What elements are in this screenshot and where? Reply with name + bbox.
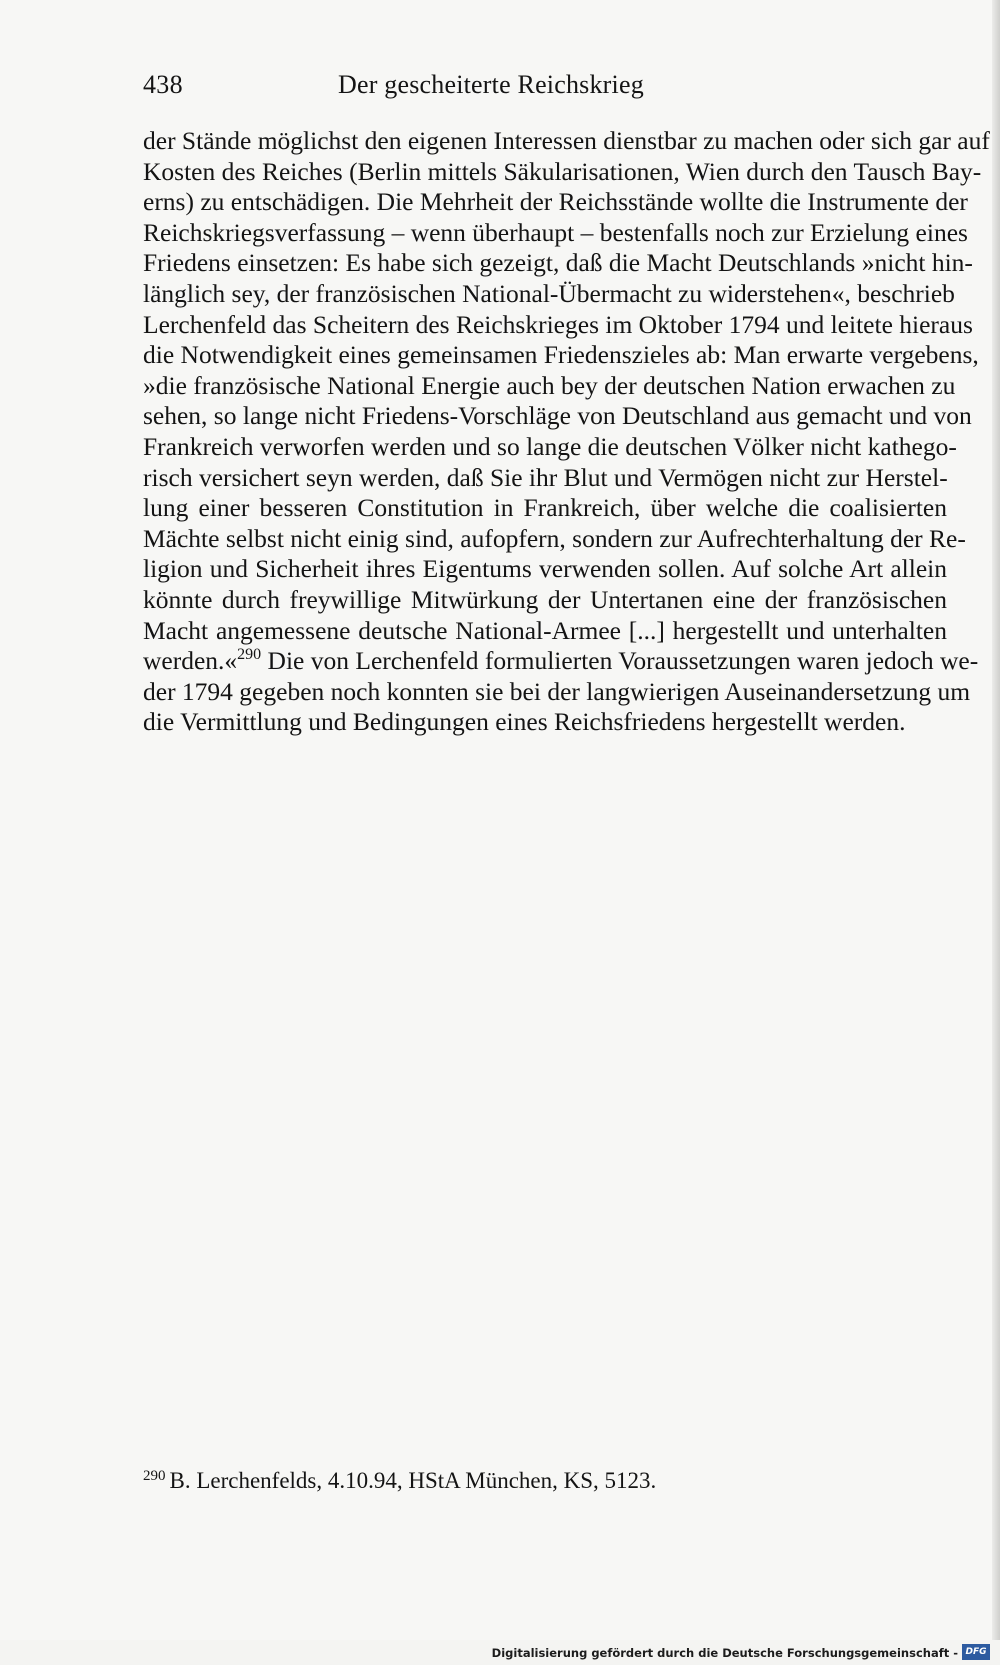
text-line: der 1794 gegeben noch konnten sie bei der langwierigen Auseinandersetzung um — [143, 676, 971, 706]
text-line: Mächte selbst nicht einig sind, aufopfern, sondern zur Aufrechterhaltung der Re- — [143, 523, 966, 553]
text-line: Reichskriegsverfassung – wenn überhaupt – bestenfalls noch zur Erzielung eines — [143, 217, 968, 247]
footnote-text: B. Lerchenfelds, 4.10.94, HStA München, KS, 5123. — [169, 1468, 657, 1493]
text-line: Kosten des Reiches (Berlin mittels Säkularisationen, Wien durch den Tausch Bay- — [143, 156, 982, 186]
page-header — [143, 70, 947, 110]
text-line: risch versichert seyn werden, daß Sie ihr Blut und Vermögen nicht zur Herstel- — [143, 462, 948, 492]
running-title: Der gescheiterte Reichskrieg — [338, 70, 644, 99]
text-line: der Stände möglichst den eigenen Interessen dienstbar zu machen oder sich gar auf — [143, 126, 990, 155]
dfg-logo: DFG — [962, 1644, 990, 1660]
text-line: lung einer besseren Constitution in Frankreich, über welche die coalisierten — [143, 493, 947, 523]
text-line: Lerchenfeld das Scheitern des Reichskrieges im Oktober 1794 und leitete hieraus — [143, 309, 973, 339]
text-line: ligion und Sicherheit ihres Eigentums verwenden sollen. Auf solche Art allein — [143, 554, 947, 584]
text-line: »die französische National Energie auch bey der deutschen Nation erwachen zu — [143, 370, 956, 400]
footnote-number: 290 — [143, 1468, 166, 1484]
footnote — [143, 1467, 947, 1495]
text-line: länglich sey, der französischen National-Übermacht zu widerstehen«, beschrieb — [143, 278, 955, 308]
text-line: erns) zu entschädigen. Die Mehrheit der Reichsstände wollte die Instrumente der — [143, 187, 968, 217]
text-line: Friedens einsetzen: Es habe sich gezeigt, daß die Macht Deutschlands »nicht hin- — [143, 248, 973, 278]
page-edge-shadow — [992, 0, 1000, 1665]
funding-credit: Digitalisierung gefördert durch die Deutsche Forschungsgemeinschaft - — [491, 1646, 958, 1660]
body-paragraph — [143, 126, 990, 738]
line-segment-after: Die von Lerchenfeld formulierten Voraussetzungen waren jedoch we- — [261, 646, 979, 676]
text-line: sehen, so lange nicht Friedens-Vorschläge von Deutschland aus gemacht und von — [143, 401, 972, 431]
text-line: Macht angemessene deutsche National-Armee [...] hergestellt und unterhalten — [143, 615, 947, 645]
text-line: könnte durch freywillige Mitwürkung der Untertanen eine der französischen — [143, 584, 947, 614]
line-segment-before: werden.« — [143, 646, 238, 676]
page-number: 438 — [143, 70, 183, 99]
text-line: Frankreich verworfen werden und so lange die deutschen Völker nicht kathego- — [143, 431, 957, 461]
text-line: die Notwendigkeit eines gemeinsamen Friedenszieles ab: Man erwarte vergebens, — [143, 340, 979, 370]
text-line-with-footnote-ref — [143, 646, 979, 677]
text-line: die Vermittlung und Bedingungen eines Reichsfriedens hergestellt werden. — [143, 707, 906, 737]
footnote-reference[interactable]: 290 — [237, 646, 262, 664]
